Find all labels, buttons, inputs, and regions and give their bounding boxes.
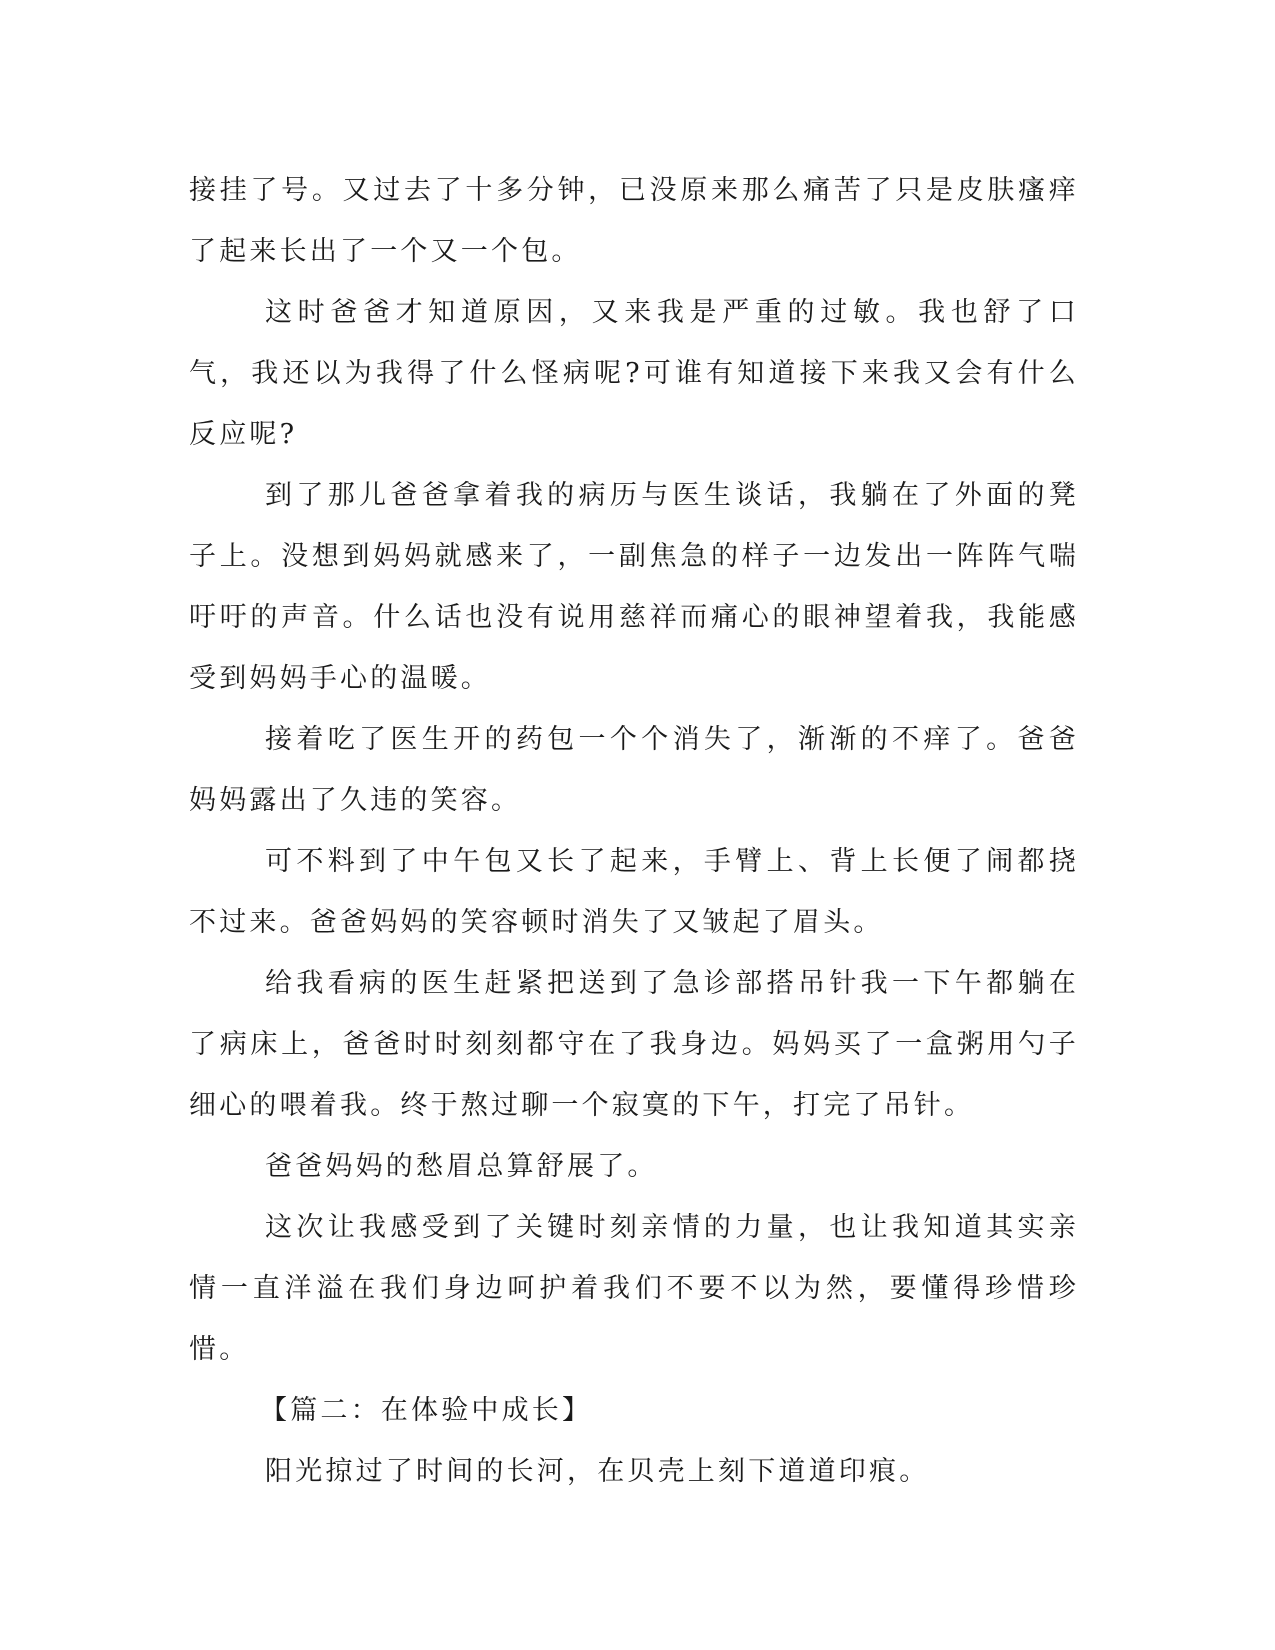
paragraph-emergency: 给我看病的医生赶紧把送到了急诊部搭吊针我一下午都躺在了病床上，爸爸时时刻刻都守在了我身边。妈妈买了一盒粥用勺子细心的喂着我。终于熬过聊一个寂寞的下午，打完了吊针。 [189,968,1079,1121]
paragraph-conclusion: 这次让我感受到了关键时刻亲情的力量，也让我知道其实亲情一直洋溢在我们身边呵护着我们不要不以为然，要懂得珍惜珍惜。 [189,1212,1079,1365]
section-heading: 【篇二：在体验中成长】 [260,1395,593,1426]
paragraph-relief: 爸爸妈妈的愁眉总算舒展了。 [265,1151,658,1182]
paragraph-noon-relapse: 可不料到了中午包又长了起来，手臂上、背上长便了闹都挠不过来。爸爸妈妈的笑容顿时消失了又皱起了眉头。 [189,846,1079,938]
paragraph-continuation: 接挂了号。又过去了十多分钟，已没原来那么痛苦了只是皮肤瘙痒了起来长出了一个又一个包。 [189,175,1079,267]
paragraph-medicine: 接着吃了医生开的药包一个个消失了，渐渐的不痒了。爸爸妈妈露出了久违的笑容。 [189,724,1079,816]
paragraph-doctor-visit: 到了那儿爸爸拿着我的病历与医生谈话，我躺在了外面的凳子上。没想到妈妈就感来了，一副焦急的样子一边发出一阵阵气喘吁吁的声音。什么话也没有说用慈祥而痛心的眼神望着我，我能感受到妈妈手心的温暖。 [189,480,1079,694]
paragraph-allergy-cause: 这时爸爸才知道原因，又来我是严重的过敏。我也舒了口气，我还以为我得了什么怪病呢?可谁有知道接下来我又会有什么反应呢? [189,297,1079,450]
paragraph-next-essay-opening: 阳光掠过了时间的长河，在贝壳上刻下道道印痕。 [265,1456,930,1487]
essay-body [189,160,1079,1502]
